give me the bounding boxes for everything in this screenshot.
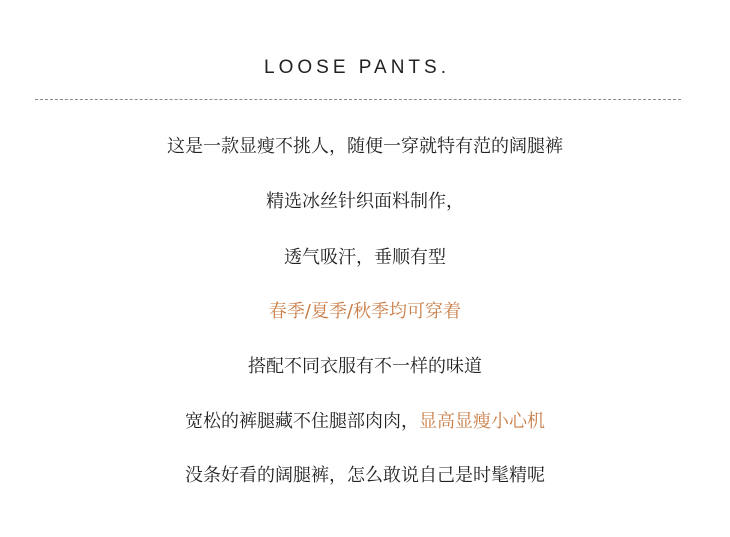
section-heading: LOOSE PANTS.: [264, 57, 450, 78]
description-line-6-text: 宽松的裤腿藏不住腿部肉肉，: [185, 411, 419, 432]
description-line-7: 没条好看的阔腿裤，怎么敢说自己是时髦精呢: [185, 465, 545, 486]
season-highlight-line: 春季/夏季/秋季均可穿着: [268, 301, 462, 322]
slimming-highlight-text: 显高显瘦小心机: [419, 411, 545, 432]
dashed-divider: [35, 99, 681, 100]
description-line-1: 这是一款显瘦不挑人，随便一穿就特有范的阔腿裤: [167, 136, 563, 157]
description-line-5: 搭配不同衣服有不一样的味道: [248, 356, 482, 377]
description-line-6: [0, 410, 730, 434]
description-line-3: 透气吸汗，垂顺有型: [284, 247, 446, 268]
description-line-2: 精选冰丝针织面料制作，: [266, 191, 464, 212]
